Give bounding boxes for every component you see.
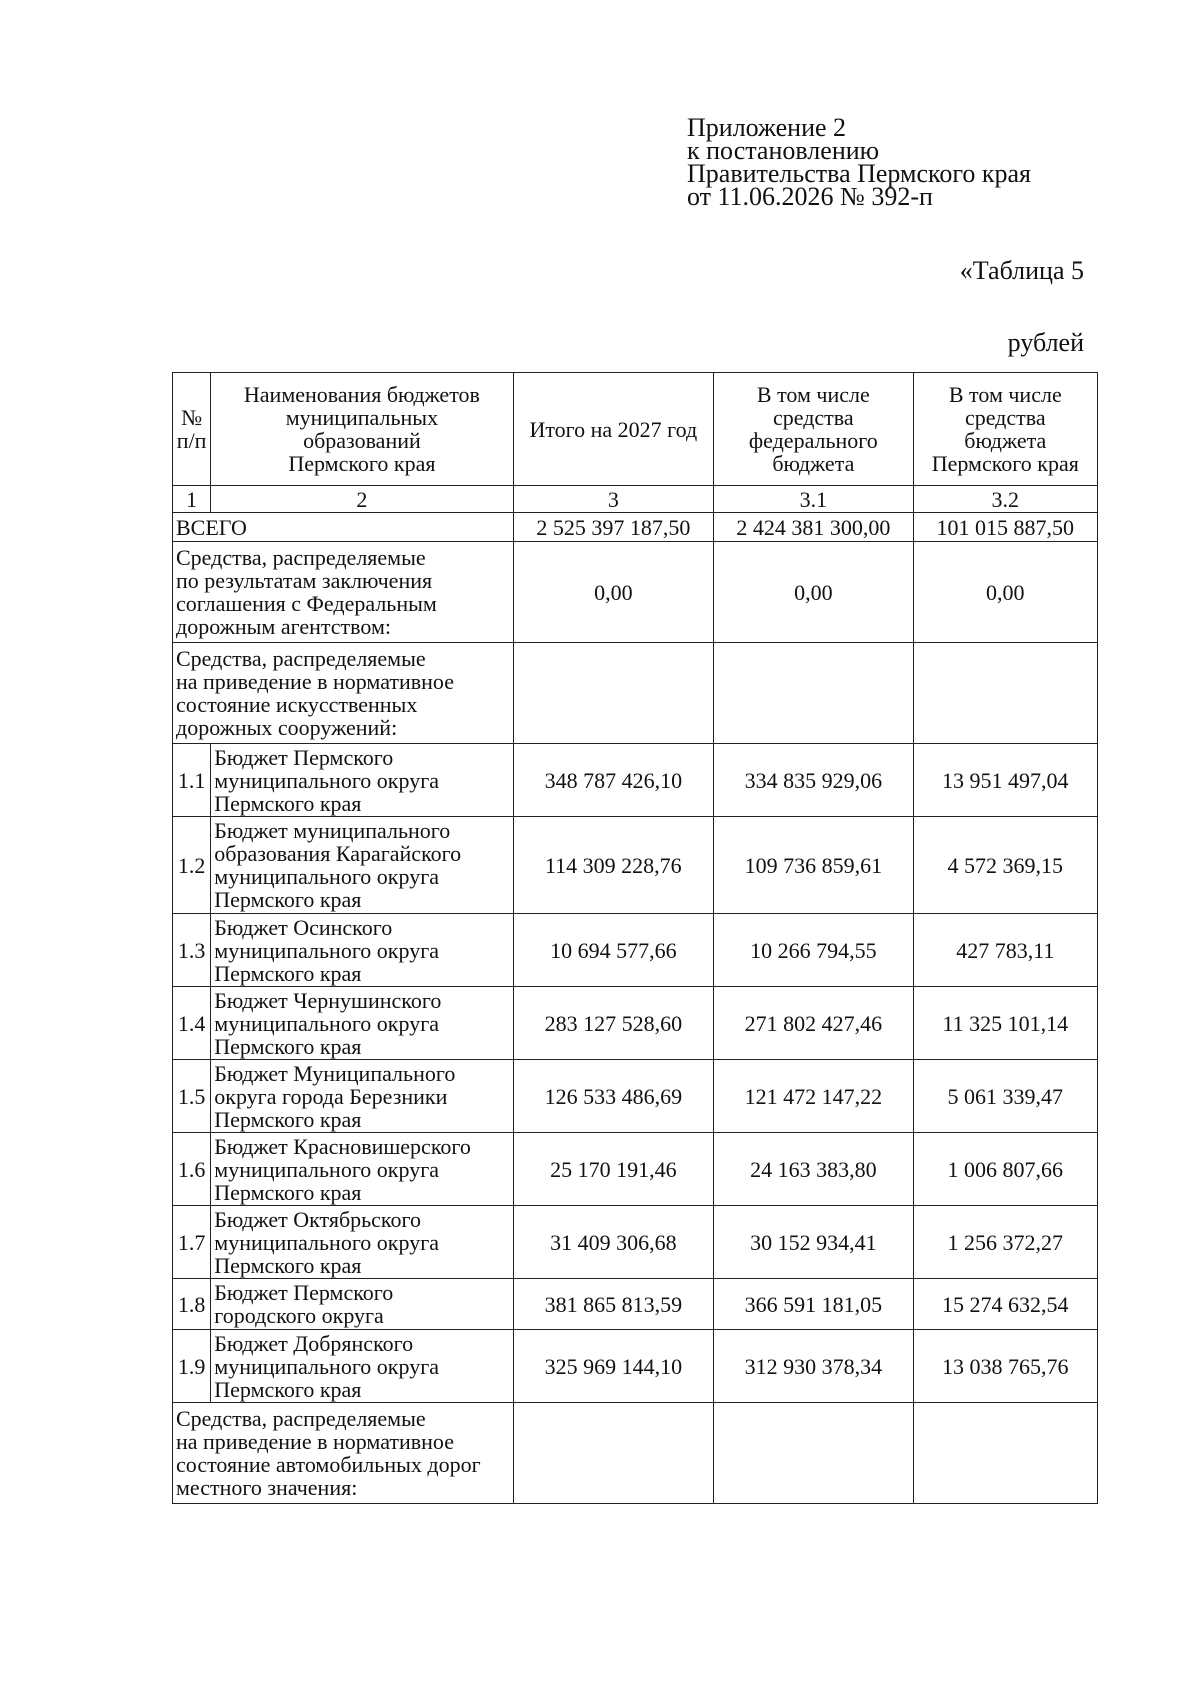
row-number: 1.5	[173, 1060, 211, 1133]
row-number: 1.6	[173, 1133, 211, 1206]
row-number: 1.3	[173, 914, 211, 987]
total-label: ВСЕГО	[173, 513, 514, 542]
row-fed: 121 472 147,22	[714, 1060, 914, 1133]
row-fed: 366 591 181,05	[714, 1279, 914, 1330]
row-reg: 427 783,11	[913, 914, 1097, 987]
fda-total: 0,00	[513, 542, 714, 643]
empty-cell	[913, 1403, 1097, 1504]
empty-cell	[513, 1403, 714, 1504]
total-sum: 2 525 397 187,50	[513, 513, 714, 542]
row-fed: 334 835 929,06	[714, 744, 914, 817]
header-line: Приложение 2	[687, 113, 847, 142]
row-number: 1.1	[173, 744, 211, 817]
column-number: 3.1	[714, 486, 914, 513]
fda-reg: 0,00	[913, 542, 1097, 643]
header-total: Итого на 2027 год	[513, 373, 714, 486]
row-reg: 4 572 369,15	[913, 817, 1097, 914]
table-row	[173, 1206, 1098, 1279]
table-row	[173, 744, 1098, 817]
row-name: Бюджет Добрянского муниципального округа Пермского края	[211, 1330, 513, 1403]
row-reg: 1 256 372,27	[913, 1206, 1097, 1279]
row-number: 1.2	[173, 817, 211, 914]
total-row	[173, 513, 1098, 542]
row-reg: 11 325 101,14	[913, 987, 1097, 1060]
column-number: 2	[211, 486, 513, 513]
row-fed: 109 736 859,61	[714, 817, 914, 914]
empty-cell	[513, 643, 714, 744]
row-name: Бюджет Красновишерского муниципального округа Пермского края	[211, 1133, 513, 1206]
row-name: Бюджет Октябрьского муниципального округа Пермского края	[211, 1206, 513, 1279]
row-total: 114 309 228,76	[513, 817, 714, 914]
header-line: от 11.06.2026 № 392-п	[687, 182, 933, 211]
row-name: Бюджет Пермского городского округа	[211, 1279, 513, 1330]
row-fed: 24 163 383,80	[714, 1133, 914, 1206]
row-reg: 15 274 632,54	[913, 1279, 1097, 1330]
row-number: 1.7	[173, 1206, 211, 1279]
row-total: 25 170 191,46	[513, 1133, 714, 1206]
row-total: 283 127 528,60	[513, 987, 714, 1060]
row-fed: 10 266 794,55	[714, 914, 914, 987]
table-row	[173, 914, 1098, 987]
row-number: 1.8	[173, 1279, 211, 1330]
table-caption: «Таблица 5	[959, 256, 1084, 285]
section-label: Средства, распределяемые на приведение в нормативное состояние искусственных дорожных сооружений:	[173, 643, 514, 744]
fda-fed: 0,00	[714, 542, 914, 643]
table-row	[173, 817, 1098, 914]
header-reg: В том числе средства бюджета Пермского края	[913, 373, 1097, 486]
units-caption: рублей	[1007, 328, 1084, 357]
header-fed: В том числе средства федерального бюджета	[714, 373, 914, 486]
section-row-roads	[173, 1403, 1098, 1504]
table-row	[173, 1060, 1098, 1133]
row-name: Бюджет муниципального образования Карагайского муниципального округа Пермского края	[211, 817, 513, 914]
header-line: к постановлению	[687, 136, 880, 165]
header-name: Наименования бюджетов муниципальных образований Пермского края	[211, 373, 513, 486]
row-fed: 312 930 378,34	[714, 1330, 914, 1403]
row-reg: 5 061 339,47	[913, 1060, 1097, 1133]
row-total: 325 969 144,10	[513, 1330, 714, 1403]
table-row	[173, 987, 1098, 1060]
table-row	[173, 1279, 1098, 1330]
header-num: № п/п	[173, 373, 211, 486]
row-name: Бюджет Чернушинского муниципального округа Пермского края	[211, 987, 513, 1060]
column-number: 1	[173, 486, 211, 513]
empty-cell	[714, 1403, 914, 1504]
total-reg: 101 015 887,50	[913, 513, 1097, 542]
row-total: 10 694 577,66	[513, 914, 714, 987]
row-name: Бюджет Пермского муниципального округа Пермского края	[211, 744, 513, 817]
table-row	[173, 1133, 1098, 1206]
section-label: Средства, распределяемые на приведение в нормативное состояние автомобильных дорог местного значения:	[173, 1403, 514, 1504]
column-number: 3	[513, 486, 714, 513]
section-row-structures	[173, 643, 1098, 744]
row-total: 126 533 486,69	[513, 1060, 714, 1133]
fda-label: Средства, распределяемые по результатам заключения соглашения с Федеральным дорожным агентством:	[173, 542, 514, 643]
empty-cell	[913, 643, 1097, 744]
column-number: 3.2	[913, 486, 1097, 513]
row-name: Бюджет Муниципального округа города Березники Пермского края	[211, 1060, 513, 1133]
column-numbers-row	[173, 486, 1098, 513]
empty-cell	[714, 643, 914, 744]
row-reg: 1 006 807,66	[913, 1133, 1097, 1206]
table-row	[173, 1330, 1098, 1403]
fda-row	[173, 542, 1098, 643]
budget-table	[172, 372, 1098, 1504]
row-name: Бюджет Осинского муниципального округа Пермского края	[211, 914, 513, 987]
row-number: 1.4	[173, 987, 211, 1060]
row-total: 381 865 813,59	[513, 1279, 714, 1330]
approval-header	[687, 113, 1031, 211]
row-fed: 271 802 427,46	[714, 987, 914, 1060]
table-header-row	[173, 373, 1098, 486]
row-number: 1.9	[173, 1330, 211, 1403]
total-fed: 2 424 381 300,00	[714, 513, 914, 542]
row-reg: 13 951 497,04	[913, 744, 1097, 817]
row-total: 348 787 426,10	[513, 744, 714, 817]
header-line: Правительства Пермского края	[687, 159, 1031, 188]
row-total: 31 409 306,68	[513, 1206, 714, 1279]
row-reg: 13 038 765,76	[913, 1330, 1097, 1403]
row-fed: 30 152 934,41	[714, 1206, 914, 1279]
